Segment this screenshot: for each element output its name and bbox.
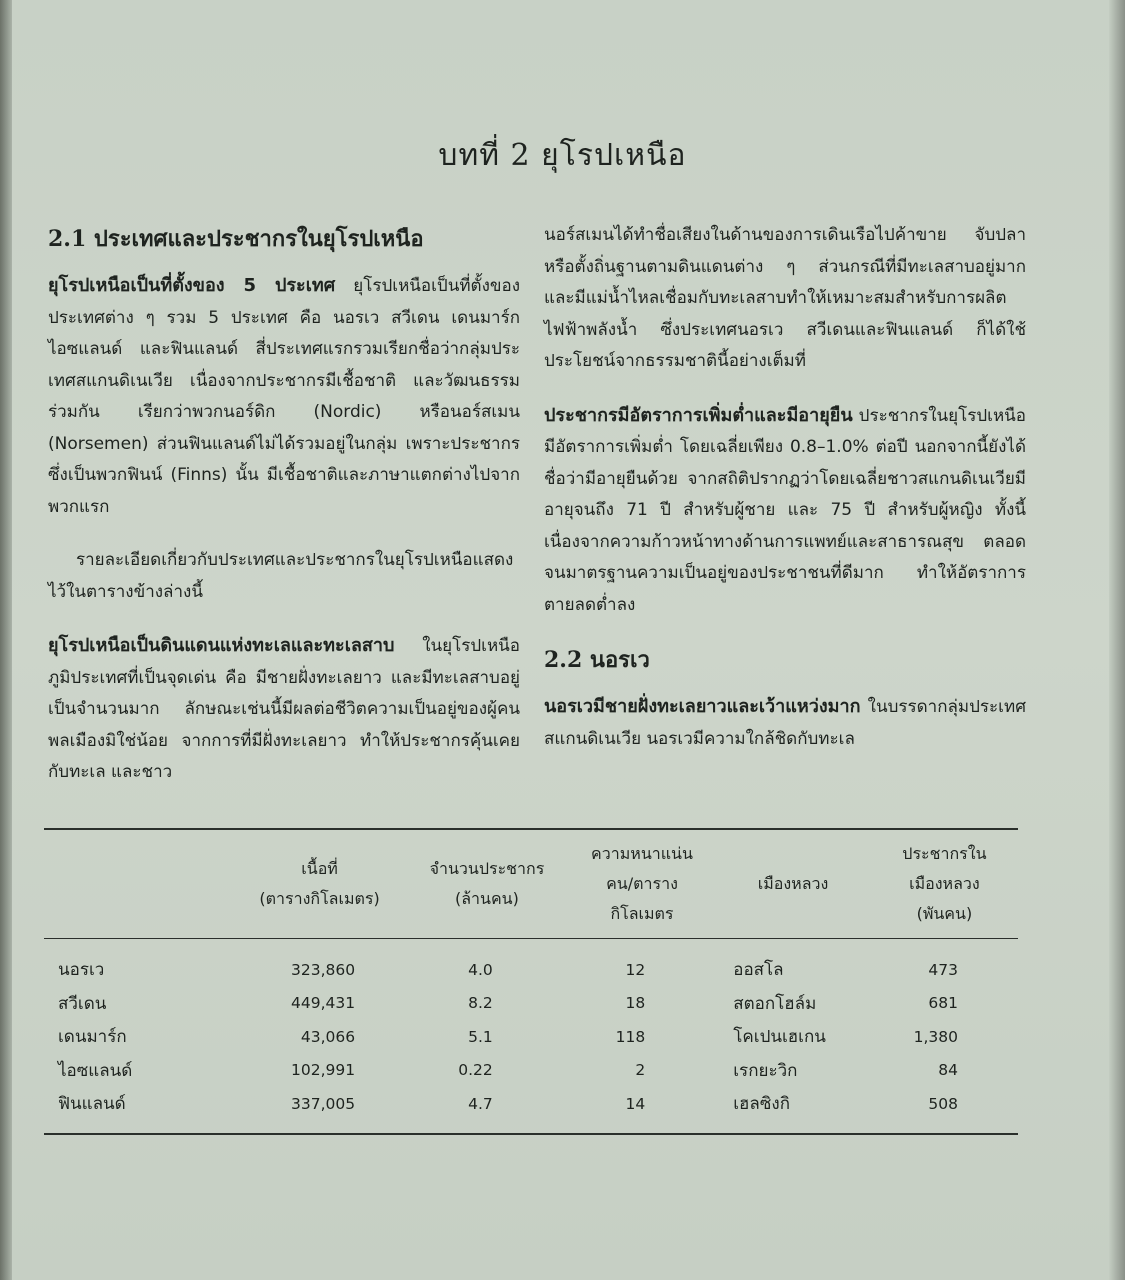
area-value: 102,991 (291, 1061, 356, 1080)
paragraph-population-growth (544, 400, 1026, 622)
country-statistics-table (44, 828, 1018, 1135)
area-value: 337,005 (291, 1094, 356, 1113)
capital-population-value: 681 (928, 994, 958, 1013)
table-row (44, 1087, 1018, 1133)
header-capital-population: ประชากรใน เมืองหลวง (พันคน) (871, 830, 1018, 939)
right-column (544, 220, 1026, 755)
capital-population-value: 508 (928, 1094, 958, 1113)
header-area: เนื้อที่ (ตารางกิโลเมตร) (234, 830, 405, 939)
area-value: 43,066 (300, 1027, 356, 1046)
page-right-edge (1109, 0, 1125, 1280)
section-heading-2-2: 2.2 นอรเว (544, 647, 650, 673)
area-value: 323,860 (291, 960, 356, 979)
population-value: 0.22 (458, 1061, 493, 1080)
left-column (48, 222, 520, 789)
header-capital: เมืองหลวง (715, 830, 871, 939)
capital-name: โคเปนเฮเกน (733, 1027, 826, 1048)
table-row (44, 939, 1018, 987)
table-row (44, 987, 1018, 1021)
paragraph-norsemen: นอร์สเมนได้ทำชื่อเสียงในด้านของการเดินเรือไปค้าขาย จับปลา หรือตั้งถิ่นฐานตามดินแดนต่าง ๆ ส่วนกรณีที่มีทะเลสาบอยู่มาก และมีแม่น้ำไหลเชื่อมกับทะเลสาบทำให้เหมาะสมสำหรับการผลิตไฟฟ้าพลังน้ำ ซึ่งประเทศนอรเว สวีเดนและฟินแลนด์ ก็ได้ใช้ประโยชน์จากธรรมชาตินี้อย่างเต็มที่ (544, 225, 1026, 371)
subheading-norway-coast: นอรเวมีชายฝั่งทะเลยาวและเว้าแหว่งมาก (544, 696, 861, 717)
country-name: ฟินแลนด์ (58, 1094, 126, 1115)
area-value: 449,431 (291, 994, 356, 1013)
paragraph-norway-coast (544, 691, 1026, 755)
table-header-row (44, 830, 1018, 939)
table-row (44, 1054, 1018, 1088)
section-heading-2-1: 2.1 ประเทศและประชากรในยุโรปเหนือ (48, 226, 424, 252)
density-value: 18 (625, 994, 646, 1013)
paragraph-table-reference: รายละเอียดเกี่ยวกับประเทศและประชากรในยุโรปเหนือแสดงไว้ในตารางข้างล่างนี้ (48, 550, 514, 602)
paragraph-five-countries (48, 270, 520, 523)
paragraph-sea-lakes (48, 630, 520, 789)
density-value: 2 (635, 1061, 646, 1080)
page-left-edge (0, 0, 12, 1280)
subheading-population-growth: ประชากรมีอัตราการเพิ่มต่ำและมีอายุยืน (544, 404, 853, 426)
country-name: ไอซแลนด์ (58, 1060, 133, 1081)
header-population: จำนวนประชากร (ล้านคน) (405, 830, 569, 939)
capital-name: เรกยะวิก (733, 1060, 798, 1081)
paragraph-norway-coast-body: ในบรรดากลุ่มประเทศสแกนดิเนเวีย นอรเวมีความใกล้ชิดกับทะเล (544, 697, 1026, 749)
density-value: 12 (625, 960, 646, 979)
density-value: 14 (625, 1094, 646, 1113)
subheading-five-countries: ยุโรปเหนือเป็นที่ตั้งของ 5 ประเทศ (48, 275, 336, 296)
country-name: นอรเว (58, 960, 105, 981)
chapter-title: บทที่ 2 ยุโรปเหนือ (438, 138, 687, 173)
country-name: สวีเดน (58, 993, 107, 1014)
capital-population-value: 473 (928, 960, 958, 979)
population-value: 8.2 (468, 994, 493, 1013)
population-value: 4.7 (468, 1094, 493, 1113)
capital-name: ออสโล (733, 960, 784, 981)
subheading-sea-lakes: ยุโรปเหนือเป็นดินแดนแห่งทะเลและทะเลสาบ (48, 635, 395, 656)
capital-population-value: 1,380 (913, 1027, 958, 1046)
table-row (44, 1020, 1018, 1054)
density-value: 118 (615, 1027, 646, 1046)
country-name: เดนมาร์ก (58, 1027, 127, 1048)
capital-name: สตอกโฮล์ม (733, 993, 817, 1014)
capital-name: เฮลซิงกิ (733, 1094, 790, 1115)
paragraph-five-countries-body: ยุโรปเหนือเป็นที่ตั้งของประเทศต่าง ๆ รวม 5 ประเทศ คือ นอรเว สวีเดน เดนมาร์ก ไอซแลนด์ และฟินแลนด์ สี่ประเทศแรกรวมเรียกชื่อว่ากลุ่มประเทศสแกนดิเนเวีย เนื่องจากประชากรมีเชื้อชาติ และวัฒนธรรมร่วมกัน เรียกว่าพวกนอร์ดิก (Nordic) หรือนอร์สเมน (Norsemen) ส่วนฟินแลนด์ไม่ได้รวมอยู่ในกลุ่ม เพราะประชากรซึ่งเป็นพวกฟินน์ (Finns) นั้น มีเชื้อชาติและภาษาแตกต่างไปจากพวกแรก (48, 276, 521, 517)
capital-population-value: 84 (938, 1061, 958, 1080)
population-value: 4.0 (468, 960, 493, 979)
paragraph-population-growth-body: ประชากรในยุโรปเหนือมีอัตราการเพิ่มต่ำ โดยเฉลี่ยเพียง 0.8–1.0% ต่อปี นอกจากนี้ยังได้ชื่อว่ามีอายุยืนด้วย จากสถิติปรากฏว่าโดยเฉลี่ยชาวสแกนดิเนเวียมีอายุจนถึง 71 ปี สำหรับผู้ชาย และ 75 ปี สำหรับผู้หญิง ทั้งนี้เนื่องจากความก้าวหน้าทางด้านการแพทย์และสาธารณสุข ตลอดจนมาตรฐานความเป็นอยู่ของประชาชนที่ดีมาก ทำให้อัตราการตายลดต่ำลง (544, 405, 1026, 615)
population-value: 5.1 (468, 1027, 493, 1046)
header-country (44, 830, 234, 939)
paragraph-sea-lakes-body: ในยุโรปเหนือภูมิประเทศที่เป็นจุดเด่น คือ มีชายฝั่งทะเลยาว และมีทะเลสาบอยู่เป็นจำนวนมาก ลักษณะเช่นนี้มีผลต่อชีวิตความเป็นอยู่ของผู้คนพลเมืองมิใช่น้อย จากการที่มีฝั่งทะเลยาว ทำให้ประชากรคุ้นเคยกับทะเล และชาว (48, 636, 520, 782)
header-density: ความหนาแน่น คน/ตาราง กิโลเมตร (569, 830, 716, 939)
